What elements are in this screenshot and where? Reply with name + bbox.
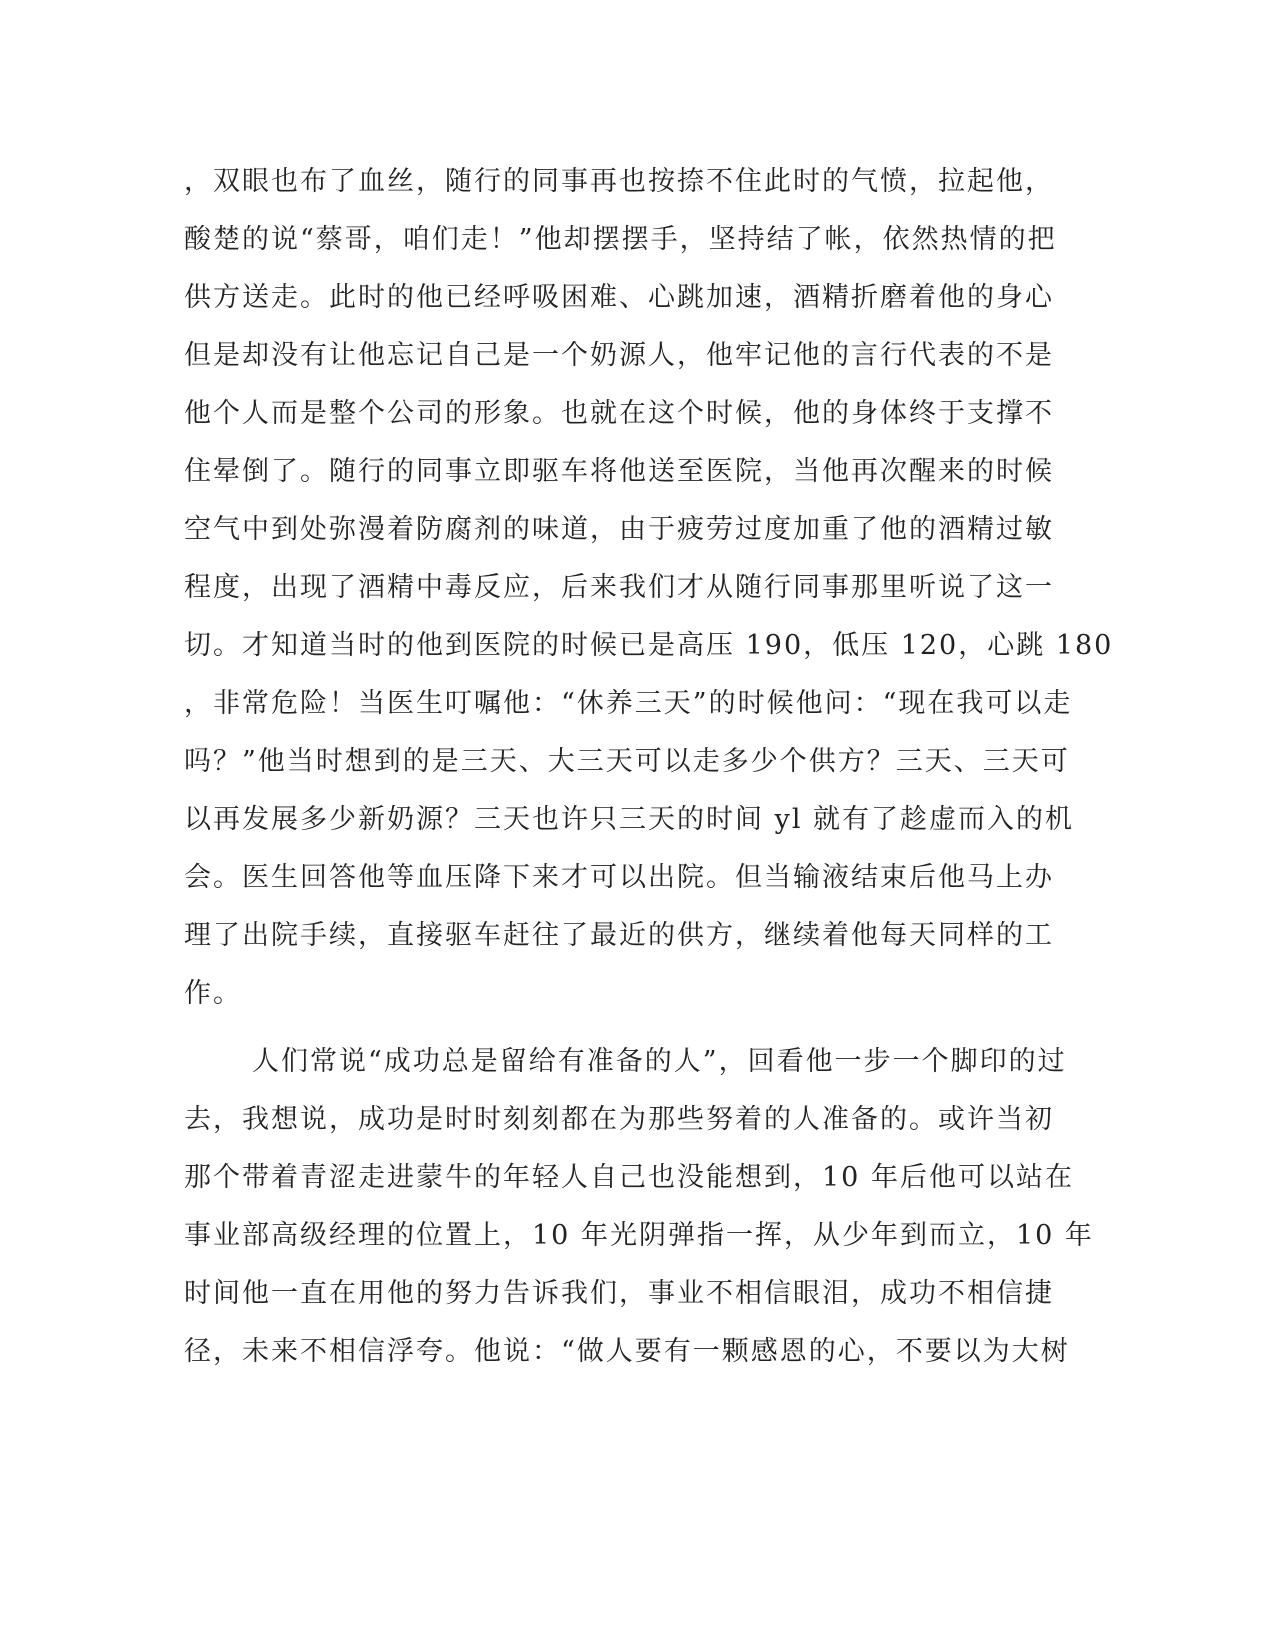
paragraph-2-line: 那个带着青涩走进蒙牛的年轻人自己也没能想到，10 年后他可以站在 [184, 1162, 1074, 1193]
paragraph-1-line: 理了出院手续，直接驱车赶往了最近的供方，继续着他每天同样的工 [184, 920, 1054, 951]
paragraph-1-line: 以再发展多少新奶源？三天也许只三天的时间 yl 就有了趁虚而入的机 [184, 804, 1075, 835]
paragraph-1-line: 酸楚的说“蔡哥，咱们走！”他却摆摆手，坚持结了帐，依然热情的把 [184, 224, 1057, 255]
paragraph-1-line: 他个人而是整个公司的形象。也就在这个时候，他的身体终于支撑不 [184, 398, 1054, 429]
paragraph-2-line: 人们常说“成功总是留给有准备的人”，回看他一步一个脚印的过 [252, 1046, 1067, 1077]
paragraph-1-line: 空气中到处弥漫着防腐剂的味道，由于疲劳过度加重了他的酒精过敏 [184, 514, 1054, 545]
paragraph-1-line: 作。 [184, 978, 242, 1009]
paragraph-1-line: 会。医生回答他等血压降下来才可以出院。但当输液结束后他马上办 [184, 862, 1054, 893]
paragraph-1-line: 吗？”他当时想到的是三天、大三天可以走多少个供方？三天、三天可 [184, 746, 1070, 777]
paragraph-1-line: 但是却没有让他忘记自己是一个奶源人，他牢记他的言行代表的不是 [184, 340, 1054, 371]
paragraph-2-line: 去，我想说，成功是时时刻刻都在为那些努着的人准备的。或许当初 [184, 1104, 1054, 1135]
paragraph-2-line: 事业部高级经理的位置上，10 年光阴弹指一挥，从少年到而立，10 年 [184, 1220, 1094, 1251]
paragraph-1-line: 供方送走。此时的他已经呼吸困难、心跳加速，酒精折磨着他的身心 [184, 282, 1054, 313]
paragraph-1-line: 程度，出现了酒精中毒反应，后来我们才从随行同事那里听说了这一 [184, 572, 1054, 603]
paragraph-2-line: 时间他一直在用他的努力告诉我们，事业不相信眼泪，成功不相信捷 [184, 1278, 1054, 1309]
paragraph-1-line: 住晕倒了。随行的同事立即驱车将他送至医院，当他再次醒来的时候 [184, 456, 1054, 487]
paragraph-2-line: 径，未来不相信浮夸。他说：“做人要有一颗感恩的心，不要以为大树 [184, 1336, 1070, 1367]
paragraph-1-line: 切。才知道当时的他到医院的时候已是高压 190，低压 120，心跳 180 [184, 630, 1114, 661]
paragraph-1-line: ，双眼也布了血丝，随行的同事再也按捺不住此时的气愤，拉起他， [184, 166, 1054, 197]
paragraph-1-line: ，非常危险！当医生叮嘱他：“休养三天”的时候他问：“现在我可以走 [184, 688, 1073, 719]
